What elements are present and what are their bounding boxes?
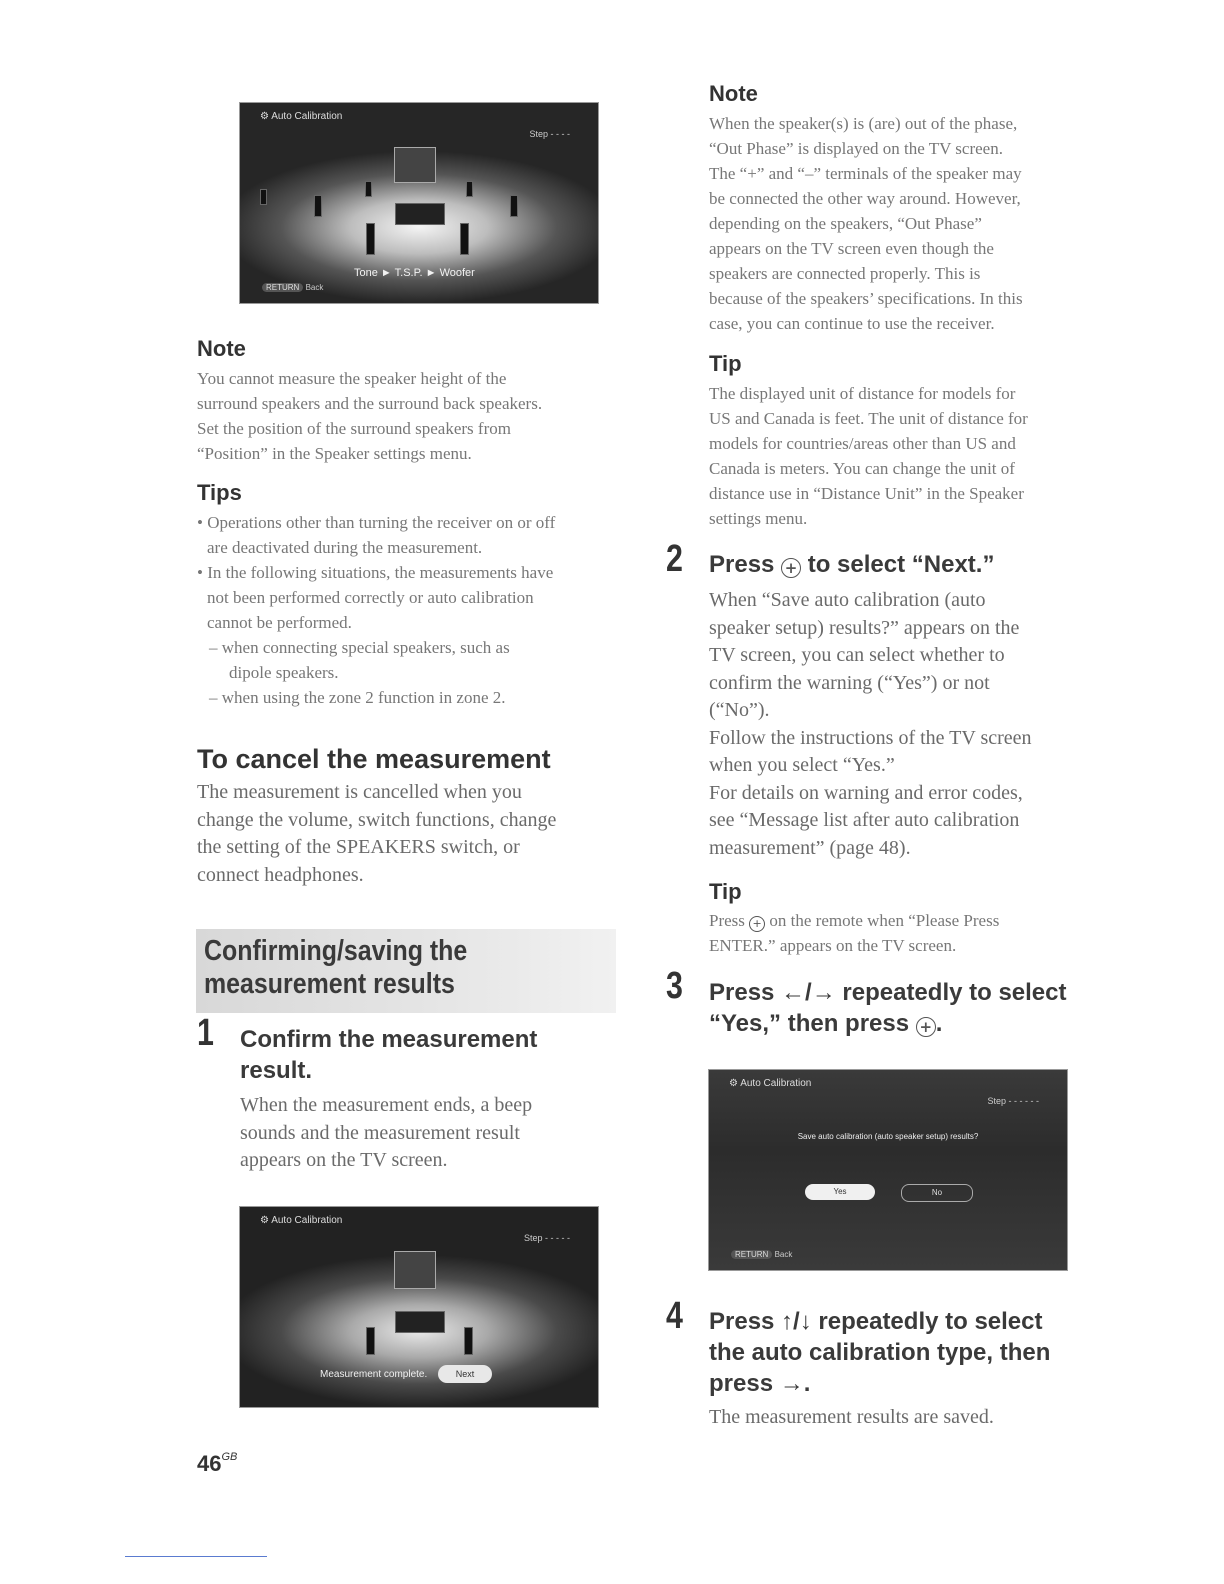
text-line: not been performed correctly or auto calibration bbox=[207, 588, 534, 607]
text-line: Canada is meters. You can change the unit of bbox=[709, 459, 1015, 478]
step-2-title: Press + to select “Next.” bbox=[709, 551, 995, 578]
speaker-shape bbox=[366, 223, 375, 255]
text-line: The measurement is cancelled when you bbox=[197, 781, 522, 803]
step-4-result: The measurement results are saved. bbox=[709, 1406, 994, 1428]
text-line: cannot be performed. bbox=[207, 613, 352, 632]
enter-button-icon: + bbox=[781, 558, 801, 578]
text-line: Follow the instructions of the TV screen bbox=[709, 726, 1032, 749]
speaker-shape bbox=[466, 181, 473, 197]
footer-rule bbox=[125, 1556, 267, 1557]
speaker-shape bbox=[510, 195, 518, 217]
next-button[interactable]: Next bbox=[438, 1365, 492, 1383]
text-line: “Position” in the Speaker settings menu. bbox=[197, 444, 472, 463]
text-line: are deactivated during the measurement. bbox=[207, 538, 483, 557]
step-number-2: 2 bbox=[666, 538, 683, 580]
text-line: ENTER.” appears on the TV screen. bbox=[709, 936, 957, 955]
text-line: the setting of the SPEAKERS switch, or bbox=[197, 836, 520, 858]
text-line: When the speaker(s) is (are) out of the phase, bbox=[709, 114, 1018, 133]
speaker-shape bbox=[395, 1311, 445, 1333]
text-line: – when connecting special speakers, such as bbox=[209, 638, 510, 657]
speaker-shape bbox=[395, 203, 445, 225]
calibration-icon: ⚙ bbox=[260, 1215, 272, 1226]
note-text-right bbox=[709, 111, 1099, 336]
speaker-shape bbox=[260, 189, 267, 205]
note-heading-right: Note bbox=[709, 81, 758, 106]
text-line: appears on the TV screen even though the bbox=[709, 239, 994, 258]
text-line: • Operations other than turning the receiver on or off bbox=[197, 513, 556, 532]
return-button[interactable]: RETURN Back bbox=[262, 283, 323, 292]
step-3-title: Press ←/→ repeatedly to select “Yes,” then press + . bbox=[709, 979, 1067, 1037]
text-line: speakers are connected properly. This is bbox=[709, 264, 981, 283]
tv-shape bbox=[394, 147, 436, 183]
screenshot-save-results bbox=[708, 1069, 1068, 1271]
step-1-text bbox=[240, 1092, 610, 1175]
return-button[interactable]: RETURN Back bbox=[731, 1250, 792, 1259]
tip-text-1 bbox=[709, 381, 1099, 531]
step-number-4: 4 bbox=[666, 1295, 683, 1337]
speaker-shape bbox=[464, 1327, 473, 1355]
return-key-label: RETURN bbox=[731, 1250, 772, 1259]
speaker-shape bbox=[366, 1327, 375, 1355]
calibration-icon: ⚙ bbox=[260, 111, 272, 122]
text-line: For details on warning and error codes, bbox=[709, 781, 1023, 804]
text-line: US and Canada is feet. The unit of distance for bbox=[709, 409, 1028, 428]
text-line: measurement” (page 48). bbox=[709, 836, 911, 859]
text-line: distance use in “Distance Unit” in the Speaker bbox=[709, 484, 1024, 503]
text-line: When the measurement ends, a beep bbox=[240, 1094, 533, 1116]
step-number-1: 1 bbox=[197, 1012, 214, 1054]
note-text-left bbox=[197, 366, 617, 466]
step-number-3: 3 bbox=[666, 965, 683, 1007]
note-heading-left: Note bbox=[197, 336, 246, 361]
text-line: surround speakers and the surround back speakers. bbox=[197, 394, 543, 413]
measurement-progress: Tone ► T.S.P. ► Woofer bbox=[354, 267, 475, 279]
text-line: see “Message list after auto calibration bbox=[709, 809, 1020, 831]
screen-step: Step - - - - - - bbox=[987, 1096, 1039, 1106]
text-line: sounds and the measurement result bbox=[240, 1121, 520, 1144]
text-line: because of the speakers’ specifications. In this bbox=[709, 289, 1023, 308]
return-key-label: RETURN bbox=[262, 283, 303, 292]
text-line: confirm the warning (“Yes”) or not bbox=[709, 671, 990, 694]
tip-text-2 bbox=[709, 908, 1099, 958]
step-4-title: Press ↑/↓ repeatedly to select the auto calibration type, then press →. bbox=[709, 1308, 1051, 1397]
text-line: When “Save auto calibration (auto bbox=[709, 589, 986, 611]
text-line: models for countries/areas other than US and bbox=[709, 434, 1016, 453]
text-line: speaker setup) results?” appears on the bbox=[709, 616, 1020, 639]
screen-step: Step - - - - - bbox=[523, 1233, 570, 1243]
text-line: depending on the speakers, “Out Phase” bbox=[709, 214, 982, 233]
section-title: Confirming/saving the measurement results bbox=[204, 935, 468, 1000]
text-line: • In the following situations, the measurements have bbox=[197, 563, 554, 582]
tv-shape bbox=[394, 1251, 436, 1289]
cancel-heading: To cancel the measurement bbox=[197, 744, 551, 774]
text-line: change the volume, switch functions, change bbox=[197, 808, 557, 831]
text-line: settings menu. bbox=[709, 509, 808, 528]
text-line: “Out Phase” is displayed on the TV screen. bbox=[709, 139, 1003, 158]
screen-title: ⚙ Auto Calibration bbox=[260, 1215, 343, 1226]
screenshot-measurement-complete bbox=[239, 1206, 599, 1408]
no-button[interactable]: No bbox=[901, 1184, 973, 1202]
text-line: The displayed unit of distance for models for bbox=[709, 384, 1016, 403]
text-line: TV screen, you can select whether to bbox=[709, 644, 1005, 666]
text-line: (“No”). bbox=[709, 699, 770, 721]
step-1-title: Confirm the measurement result. bbox=[240, 1026, 538, 1084]
tip-heading-2: Tip bbox=[709, 879, 742, 904]
text-line: appears on the TV screen. bbox=[240, 1149, 448, 1171]
text-line: Set the position of the surround speakers from bbox=[197, 419, 511, 438]
enter-button-icon: + bbox=[749, 916, 765, 932]
speaker-shape bbox=[460, 223, 469, 255]
completion-message: Measurement complete. bbox=[320, 1369, 428, 1380]
text-line: You cannot measure the speaker height of the bbox=[197, 369, 507, 388]
screenshot-speaker-measurement bbox=[239, 102, 599, 304]
yes-button[interactable]: Yes bbox=[805, 1184, 875, 1200]
save-question: Save auto calibration (auto speaker setup) results? bbox=[797, 1132, 979, 1141]
text-line: Press + on the remote when “Please Press bbox=[709, 911, 1000, 930]
tip-heading-1: Tip bbox=[709, 351, 742, 376]
step-2-text bbox=[709, 587, 1099, 862]
screen-step: Step - - - - bbox=[529, 129, 570, 139]
tips-heading: Tips bbox=[197, 480, 242, 505]
text-line: dipole speakers. bbox=[229, 663, 339, 682]
text-line: The “+” and “–” terminals of the speaker may bbox=[709, 164, 1022, 183]
tips-text bbox=[197, 510, 617, 710]
calibration-icon: ⚙ bbox=[729, 1078, 741, 1089]
page-number: $46^{GB}$ bbox=[197, 1451, 238, 1476]
enter-button-icon: + bbox=[916, 1017, 936, 1037]
text-line: when you select “Yes.” bbox=[709, 754, 895, 776]
screen-title: ⚙ Auto Calibration bbox=[729, 1078, 812, 1089]
text-line: case, you can continue to use the receiver. bbox=[709, 314, 995, 333]
screen-title: ⚙ Auto Calibration bbox=[260, 111, 343, 122]
text-line: connect headphones. bbox=[197, 863, 364, 886]
speaker-shape bbox=[314, 195, 322, 217]
cancel-text bbox=[197, 779, 617, 889]
text-line: – when using the zone 2 function in zone 2. bbox=[209, 688, 506, 707]
section-banner bbox=[196, 929, 616, 1013]
speaker-shape bbox=[365, 181, 372, 197]
text-line: be connected the other way around. However, bbox=[709, 189, 1021, 208]
